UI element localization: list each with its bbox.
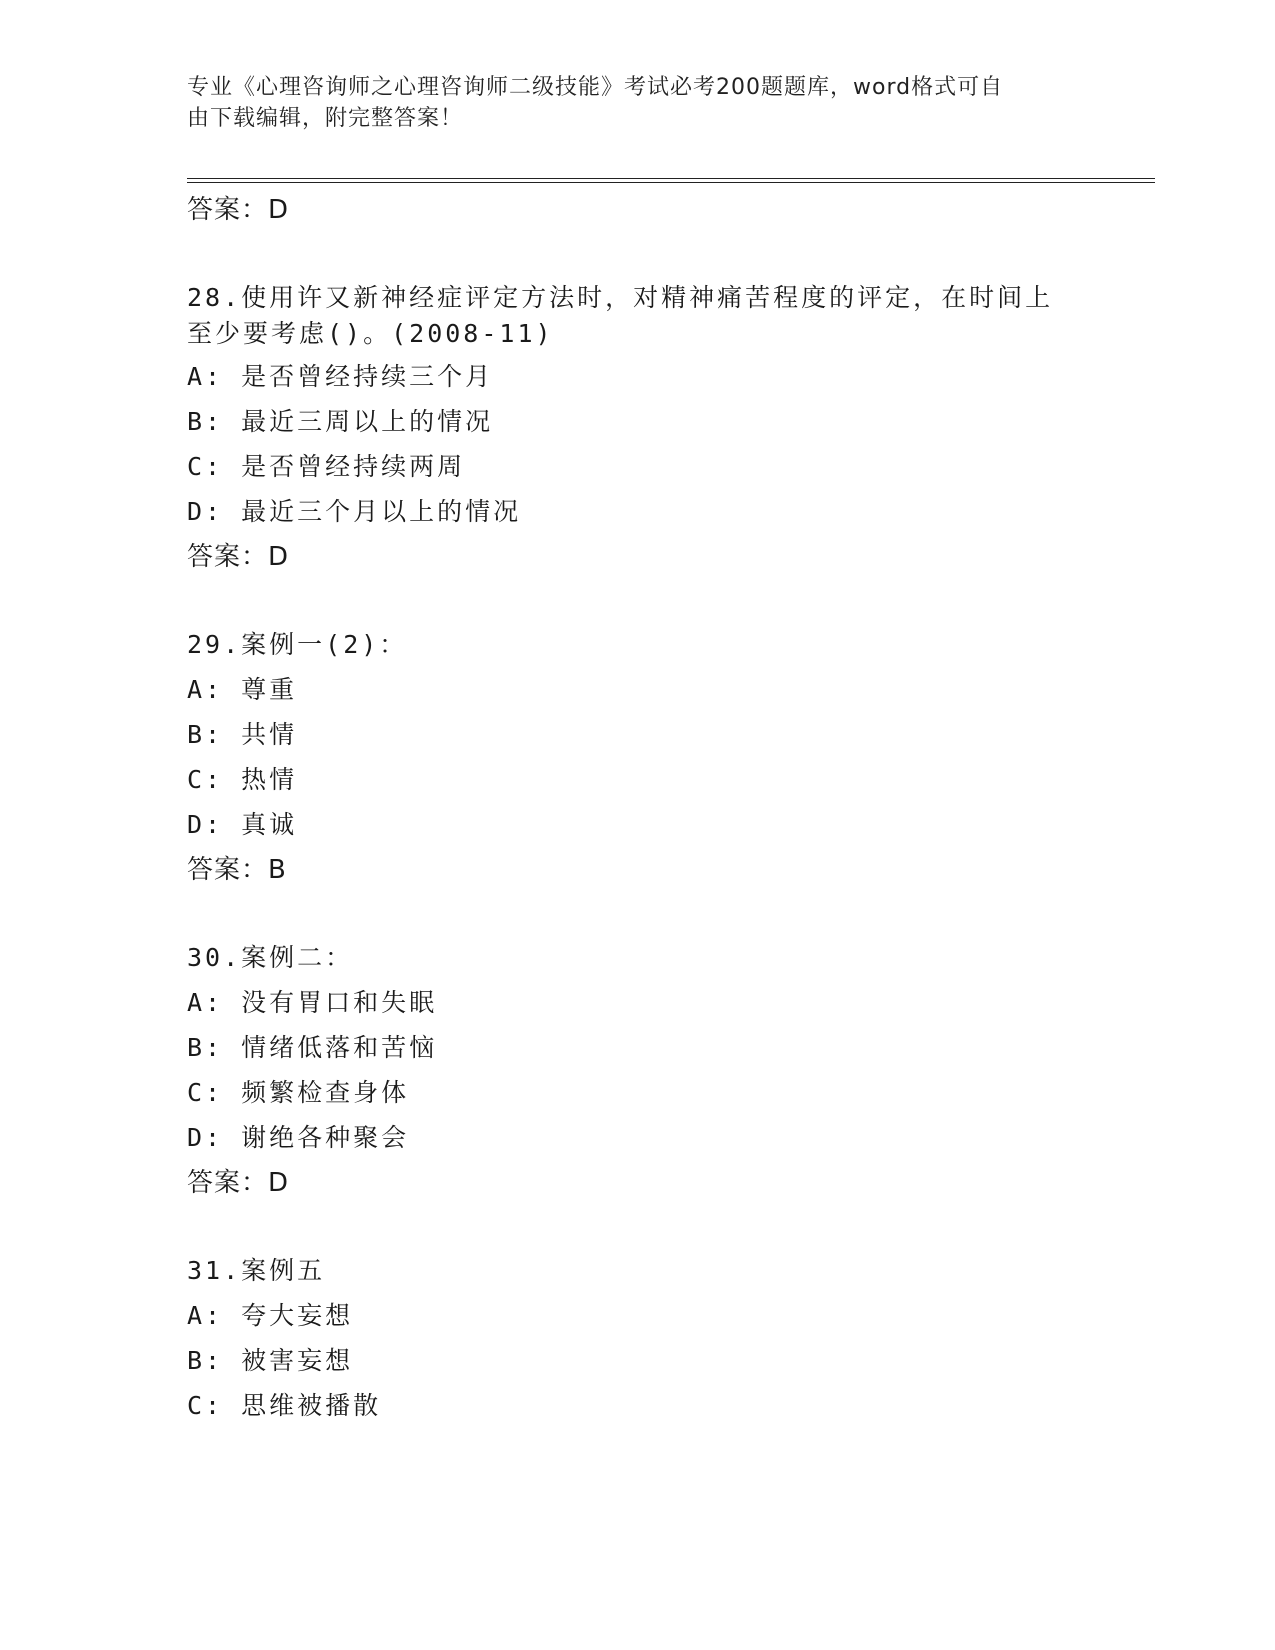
question-stem: 31.案例五 — [187, 1256, 326, 1285]
header-double-rule — [187, 178, 1155, 183]
option-a: A: 夸大妄想 — [187, 1301, 354, 1330]
document-header — [187, 72, 1067, 134]
option-c: C: 频繁检查身体 — [187, 1078, 410, 1107]
question-28 — [187, 280, 1087, 575]
answer-line: 答案：D — [187, 1168, 290, 1198]
header-line-1: 专业《心理咨询师之心理咨询师二级技能》考试必考200题题库，word格式可自 — [187, 75, 1004, 100]
answer-line: 答案：D — [187, 542, 290, 572]
option-a: A: 没有胃口和失眠 — [187, 988, 438, 1017]
option-b: B: 被害妄想 — [187, 1346, 354, 1375]
option-c: C: 是否曾经持续两周 — [187, 452, 466, 481]
answer-line: 答案：D — [187, 195, 290, 225]
question-list — [187, 192, 1087, 1433]
question-29 — [187, 627, 1087, 888]
option-b: B: 共情 — [187, 720, 298, 749]
question-stem-line: 至少要考虑()。(2008-11) — [187, 319, 554, 348]
header-line-2: 由下载编辑，附完整答案！ — [187, 106, 464, 131]
spacer — [187, 896, 1087, 940]
option-d: D: 谢绝各种聚会 — [187, 1123, 410, 1152]
question-31 — [187, 1253, 1087, 1424]
question-stem: 30.案例二： — [187, 943, 354, 972]
question-stem: 29.案例一(2)： — [187, 630, 408, 659]
spacer — [187, 236, 1087, 280]
option-b: B: 最近三周以上的情况 — [187, 407, 494, 436]
question-stem — [187, 280, 1077, 352]
option-a: A: 尊重 — [187, 675, 298, 704]
answer-line: 答案：B — [187, 855, 287, 885]
option-b: B: 情绪低落和苦恼 — [187, 1033, 438, 1062]
spacer — [187, 583, 1087, 627]
option-d: D: 最近三个月以上的情况 — [187, 497, 522, 526]
question-stem-line: 28.使用许又新神经症评定方法时，对精神痛苦程度的评定，在时间上 — [187, 283, 1054, 312]
option-d: D: 真诚 — [187, 810, 298, 839]
option-c: C: 思维被播散 — [187, 1391, 382, 1420]
option-c: C: 热情 — [187, 765, 298, 794]
question-30 — [187, 940, 1087, 1201]
spacer — [187, 1209, 1087, 1253]
option-a: A: 是否曾经持续三个月 — [187, 362, 494, 391]
